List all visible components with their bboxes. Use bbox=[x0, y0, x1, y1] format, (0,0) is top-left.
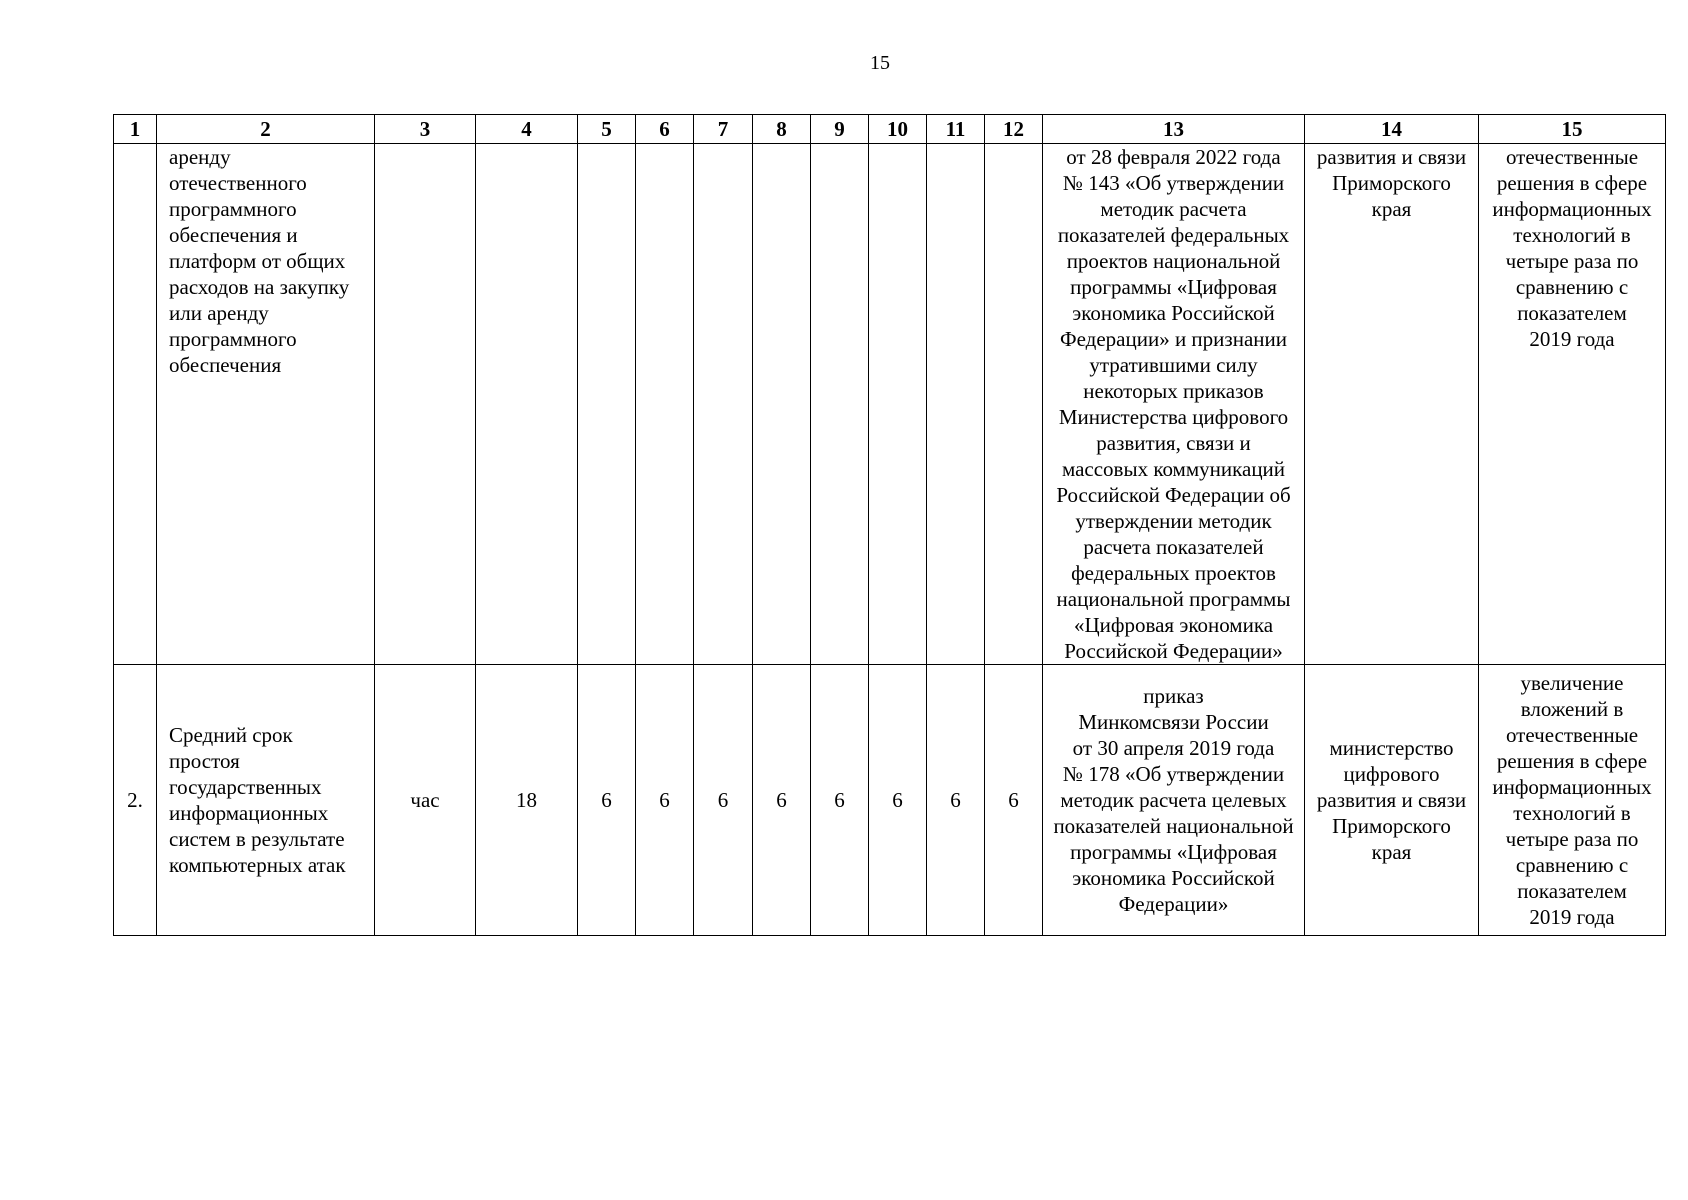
cell-year-value: 6 bbox=[985, 665, 1043, 936]
indicators-table bbox=[113, 114, 1666, 936]
cell-year-value bbox=[869, 144, 927, 665]
header-col-3: 3 bbox=[375, 115, 476, 144]
header-row bbox=[114, 115, 1666, 144]
cell-connection: увеличение вложений в отечественные решения в сфере информационных технологий в четыре раза по сравнению с показателем 2019 года bbox=[1479, 665, 1666, 936]
cell-year-value bbox=[636, 144, 694, 665]
cell-base-value: 18 bbox=[476, 665, 578, 936]
header-col-5: 5 bbox=[578, 115, 636, 144]
page-number: 15 bbox=[870, 52, 890, 74]
cell-year-value bbox=[578, 144, 636, 665]
cell-year-value: 6 bbox=[869, 665, 927, 936]
header-col-15: 15 bbox=[1479, 115, 1666, 144]
cell-base-value bbox=[476, 144, 578, 665]
header-col-6: 6 bbox=[636, 115, 694, 144]
cell-year-value bbox=[985, 144, 1043, 665]
cell-responsible: министерство цифрового развития и связи Приморского края bbox=[1305, 665, 1479, 936]
cell-year-value: 6 bbox=[694, 665, 753, 936]
cell-year-value: 6 bbox=[811, 665, 869, 936]
header-col-13: 13 bbox=[1043, 115, 1305, 144]
header-col-8: 8 bbox=[753, 115, 811, 144]
cell-unit bbox=[375, 144, 476, 665]
cell-year-value: 6 bbox=[636, 665, 694, 936]
cell-number bbox=[114, 144, 157, 665]
cell-responsible: развития и связи Приморского края bbox=[1305, 144, 1479, 665]
cell-year-value: 6 bbox=[927, 665, 985, 936]
header-col-9: 9 bbox=[811, 115, 869, 144]
header-col-14: 14 bbox=[1305, 115, 1479, 144]
header-col-7: 7 bbox=[694, 115, 753, 144]
table-row-2 bbox=[114, 665, 1666, 936]
header-col-1: 1 bbox=[114, 115, 157, 144]
cell-year-value bbox=[694, 144, 753, 665]
cell-connection: отечественные решения в сфере информационных технологий в четыре раза по сравнению с показателем 2019 года bbox=[1479, 144, 1666, 665]
header-col-2: 2 bbox=[157, 115, 375, 144]
header-col-4: 4 bbox=[476, 115, 578, 144]
cell-methodology: приказ Минкомсвязи России от 30 апреля 2019 года № 178 «Об утверждении методик расчета целевых показателей национальной программы «Цифровая экономика Российской Федерации» bbox=[1043, 665, 1305, 936]
cell-year-value: 6 bbox=[578, 665, 636, 936]
cell-indicator-name: аренду отечественного программного обеспечения и платформ от общих расходов на закупку или аренду программного обеспечения bbox=[157, 144, 375, 665]
cell-indicator-name: Средний срок простоя государственных информационных систем в результате компьютерных атак bbox=[157, 665, 375, 936]
table-row-continued bbox=[114, 144, 1666, 665]
header-col-11: 11 bbox=[927, 115, 985, 144]
cell-number: 2. bbox=[114, 665, 157, 936]
cell-unit: час bbox=[375, 665, 476, 936]
cell-year-value: 6 bbox=[753, 665, 811, 936]
cell-methodology: от 28 февраля 2022 года № 143 «Об утверждении методик расчета показателей федеральных проектов национальной программы «Цифровая экономика Российской Федерации» и признании утратившими силу некоторых приказов Министерства цифрового развития, связи и массовых коммуникаций Российской Федерации об утверждении методик расчета показателей федеральных проектов национальной программы «Цифровая экономика Российской Федерации» bbox=[1043, 144, 1305, 665]
header-col-12: 12 bbox=[985, 115, 1043, 144]
header-col-10: 10 bbox=[869, 115, 927, 144]
cell-year-value bbox=[753, 144, 811, 665]
cell-year-value bbox=[811, 144, 869, 665]
cell-year-value bbox=[927, 144, 985, 665]
